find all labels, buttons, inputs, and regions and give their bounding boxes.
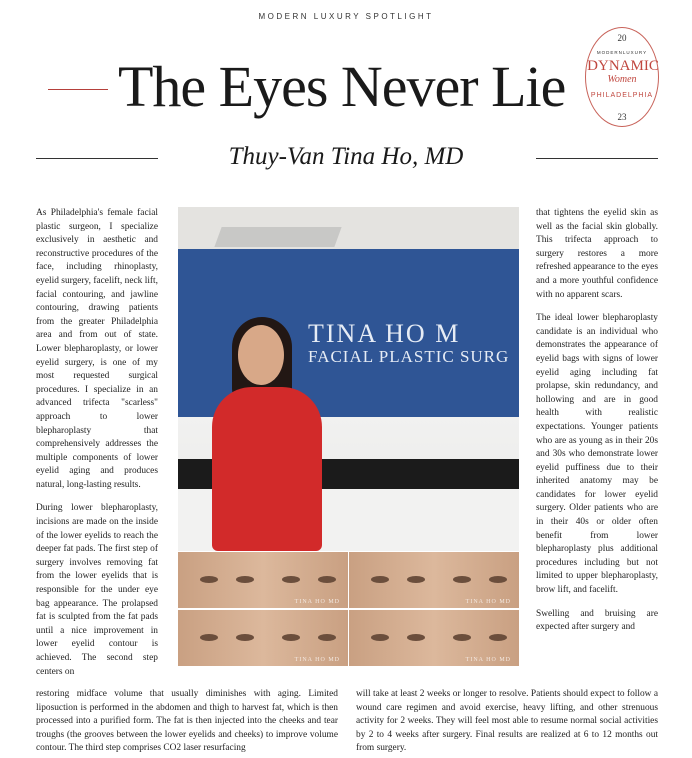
photo-sign-line1: TINA HO M [308, 319, 461, 348]
eye-shape [407, 576, 425, 583]
before-after-photo-2 [349, 552, 519, 608]
photo-watermark: TINA HO MD [465, 599, 511, 605]
photo-face [238, 325, 284, 385]
photo-sign-line2: FACIAL PLASTIC SURG [308, 347, 510, 366]
eye-shape [371, 634, 389, 641]
eye-shape [407, 634, 425, 641]
eye-shape [318, 634, 336, 641]
eye-shape [200, 634, 218, 641]
dynamic-women-badge [585, 27, 659, 127]
eye-shape [453, 576, 471, 583]
badge-word-dynamic: DYNAMIC [587, 58, 659, 74]
eye-shape [371, 576, 389, 583]
bottom-right-paragraph: will take at least 2 weeks or longer to resolve. Patients should expect to follow a wound care regimen and avoid exercise, heavy lifting, and other strenuous activity for 2 weeks. They will feel most able to resume normal social activities by 2 to 4 weeks after surgery. Final results are realized at 6 to 12 months out from surgery. [356, 689, 658, 754]
eye-shape [318, 576, 336, 583]
before-after-photo-4 [349, 610, 519, 666]
left-paragraph-2: During lower blepharoplasty, incisions are made on the inside of the lower eyelids to reach the deeper fat pads. The first step of surgery involves removing fat from the lower eyelids that is responsible for the under eye bag appearance. The prolapsed fat is sculpted from the fat pads until a nice improvement in lower eyelid contour is achieved. The second step centers on [36, 503, 158, 677]
photo-watermark: TINA HO MD [294, 657, 340, 663]
badge-year-bottom: 23 [617, 112, 627, 122]
badge-word-women: Women [607, 74, 637, 85]
before-after-photo-1 [178, 552, 348, 608]
byline-rule-right [536, 158, 658, 159]
eye-shape [236, 634, 254, 641]
badge-city: PHILADELPHIA [590, 92, 654, 99]
section-kicker: MODERN LUXURY SPOTLIGHT [258, 12, 434, 21]
before-after-photo-3 [178, 610, 348, 666]
eye-shape [453, 634, 471, 641]
right-paragraph-1: that tightens the eyelid skin as well as the facial skin globally. This trifecta approach to surgery restores a more refreshed appearance to the eyes and a more youthful confidence with no apparent scars. [536, 208, 658, 300]
photo-red-dress [212, 387, 322, 551]
byline-rule-left [36, 158, 158, 159]
right-paragraph-2: The ideal lower blepharoplasty candidate is an individual who demonstrates the appearance of eyelid bags with signs of lower eyelid aging including fat prolapse, skin redundancy, and hollowing and are in good health with realistic expectations. Younger patients who are as young as in their 20s and 30s who demonstrate lower eyelid puffiness due to their inherited anatomy may be candidates for lower eyelid surgery. Older patients who are in their 40s or older often benefit from lower blepharoplasty plus additional procedures including but not limited to upper blepharoplasty, brow lift, and facelift. [536, 313, 658, 596]
eye-shape [236, 576, 254, 583]
article-byline: Thuy-Van Tina Ho, MD [228, 143, 464, 170]
portrait-photo [178, 207, 519, 551]
eye-shape [489, 634, 507, 641]
bottom-left-paragraph: restoring midface volume that usually diminishes with aging. Limited liposuction is performed in the abdomen and thigh to harvest fat, which is then processed into a purified form. The fat is then injected into the cheeks and tear troughs (the grooves between the lower eyelids and cheeks) to improve volume contour. The third step comprises CO2 laser resurfacing [36, 689, 338, 754]
right-paragraph-3: Swelling and bruising are expected after surgery and [536, 608, 658, 633]
title-rule [48, 89, 108, 90]
photo-watermark: TINA HO MD [294, 599, 340, 605]
badge-year-top: 20 [617, 33, 627, 43]
left-column [36, 207, 158, 679]
photo-watermark: TINA HO MD [465, 657, 511, 663]
photo-ceiling-vent [214, 227, 341, 247]
badge-brand: MODERNLUXURY [596, 50, 648, 55]
article-title: The Eyes Never Lie [118, 54, 566, 119]
eye-shape [282, 634, 300, 641]
right-column [536, 207, 658, 635]
left-paragraph-1: As Philadelphia's female facial plastic surgeon, I specialize exclusively in aesthetic and reconstructive procedures of the face, including rhinoplasty, eyelid surgery, facelift, neck lift, facial contouring, and jawline contouring, drawing patients from the greater Philadelphia area and from out of state. Lower blepharoplasty, or lower eyelid surgery, is one of my most requested surgical procedures. I specialize in an advanced trifecta "scarless" approach to lower blepharoplasty that comprehensively addresses the multiple components of lower eyelid aging and produces natural, long-lasting results. [36, 208, 158, 490]
eye-shape [282, 576, 300, 583]
eye-shape [200, 576, 218, 583]
eye-shape [489, 576, 507, 583]
before-after-gallery [178, 552, 519, 666]
